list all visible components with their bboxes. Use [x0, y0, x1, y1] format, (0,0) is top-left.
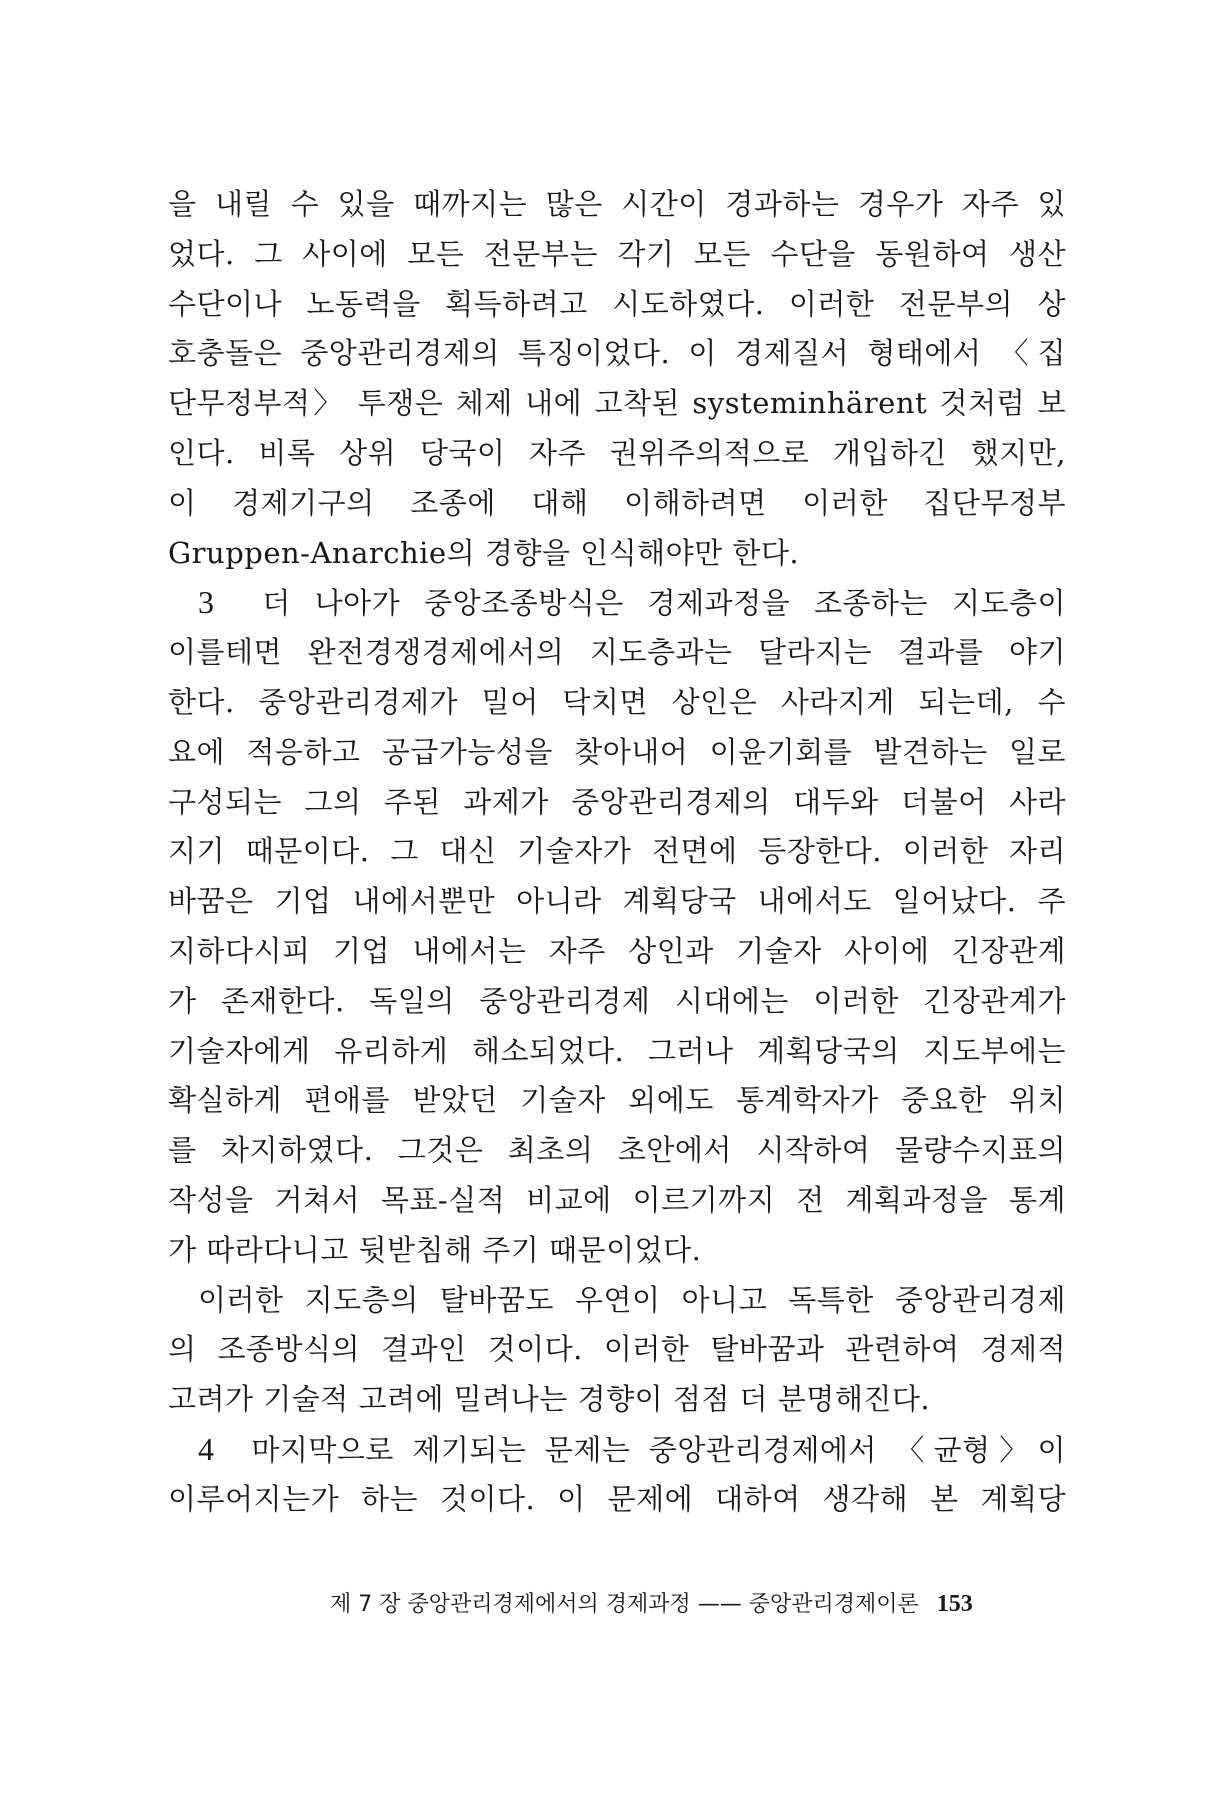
- text-line: 가 존재한다. 독일의 중앙관리경제 시대에는 이러한 긴장관계가: [168, 983, 1066, 1018]
- text-line: 이러한 지도층의 탈바꿈도 우연이 아니고 독특한 중앙관리경제: [198, 1282, 1066, 1317]
- text-line: 바꿈은 기업 내에서뿐만 아니라 계획당국 내에서도 일어났다. 주: [168, 884, 1066, 919]
- text-line: 요에 적응하고 공급가능성을 찾아내어 이윤기회를 발견하는 일로: [168, 734, 1066, 769]
- text-line: 인다. 비록 상위 당국이 자주 권위주의적으로 개입하긴 했지만,: [168, 435, 1066, 470]
- text-line: 지기 때문이다. 그 대신 기술자가 전면에 등장한다. 이러한 자리: [168, 834, 1066, 869]
- text-line: 가 따라다니고 뒷받침해 주기 때문이었다.: [168, 1232, 702, 1267]
- text-line: 의 조종방식의 결과인 것이다. 이러한 탈바꿈과 관련하여 경제적: [168, 1332, 1066, 1367]
- text-line: 구성되는 그의 주된 과제가 중앙관리경제의 대두와 더불어 사라: [168, 784, 1066, 819]
- running-footer: [330, 1584, 1066, 1624]
- text-line: 단무정부적〉 투쟁은 체제 내에 고착된 systeminhärent 것처럼 보: [168, 386, 1066, 421]
- text-line: 확실하게 편애를 받았던 기술자 외에도 통계학자가 중요한 위치: [168, 1083, 1066, 1118]
- text-line: 기술자에게 유리하게 해소되었다. 그러나 계획당국의 지도부에는: [168, 1033, 1066, 1068]
- text-line: 호충돌은 중앙관리경제의 특징이었다. 이 경제질서 형태에서 〈집: [168, 336, 1066, 371]
- paragraph-4-first-line: [168, 1425, 1066, 1475]
- page-number: 153: [936, 1591, 973, 1617]
- text-line: 을 내릴 수 있을 때까지는 많은 시간이 경과하는 경우가 자주 있: [168, 187, 1066, 221]
- text-line: 이루어지는가 하는 것이다. 이 문제에 대하여 생각해 본 계획당: [168, 1481, 1066, 1516]
- body-text: [168, 180, 1066, 1525]
- footer-chapter-title: 제 7 장 중앙관리경제에서의 경제과정 —— 중앙관리경제이론: [330, 1592, 919, 1617]
- text-line: 작성을 거쳐서 목표-실적 비교에 이르기까지 전 계획과정을 통계: [168, 1182, 1066, 1217]
- text-line: 이 경제기구의 조종에 대해 이해하려면 이러한 집단무정부: [168, 485, 1066, 520]
- text-line: 더 나아가 중앙조종방식은 경제과정을 조종하는 지도층이: [262, 586, 1066, 621]
- text-line: 지하다시피 기업 내에서는 자주 상인과 기술자 사이에 긴장관계: [168, 933, 1066, 968]
- text-line: 마지막으로 제기되는 문제는 중앙관리경제에서 〈균형〉이: [251, 1432, 1066, 1467]
- section-number: 4: [198, 1430, 215, 1467]
- text-line: 이를테면 완전경쟁경제에서의 지도층과는 달라지는 결과를 야기: [168, 635, 1066, 670]
- text-line: 수단이나 노동력을 획득하려고 시도하였다. 이러한 전문부의 상: [168, 286, 1066, 321]
- section-number: 3: [198, 584, 215, 621]
- text-line: 었다. 그 사이에 모든 전문부는 각기 모든 수단을 동원하여 생산: [168, 236, 1066, 271]
- text-line: 를 차지하였다. 그것은 최초의 초안에서 시작하여 물량수지표의: [168, 1133, 1066, 1168]
- text-line: Gruppen-Anarchie의 경향을 인식해야만 한다.: [168, 535, 800, 570]
- text-line: 한다. 중앙관리경제가 밀어 닥치면 상인은 사라지게 되는데, 수: [168, 684, 1066, 719]
- paragraph-3-first-line: [168, 578, 1066, 628]
- text-line: 고려가 기술적 고려에 밀려나는 경향이 점점 더 분명해진다.: [168, 1382, 931, 1417]
